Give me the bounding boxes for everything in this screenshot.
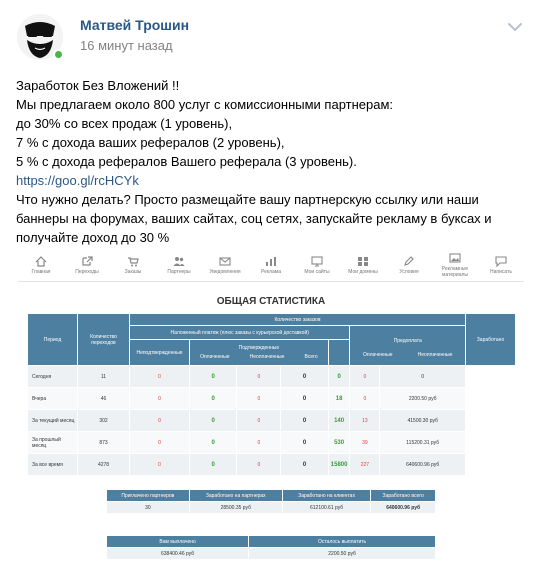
share-icon bbox=[81, 256, 93, 267]
cell-earned: 640600.96 руб bbox=[380, 454, 466, 476]
cell-prepay-paid: 18 bbox=[328, 388, 350, 410]
cell-prepay-unpaid: 227 bbox=[350, 454, 380, 476]
col-transitions: Количество переходов bbox=[78, 314, 130, 366]
cell-prepay-unpaid: 39 bbox=[350, 432, 380, 454]
col-earned-clients: Заработано на клиентах bbox=[282, 490, 371, 502]
payout-table bbox=[106, 535, 436, 560]
stats-title: ОБЩАЯ СТАТИСТИКА bbox=[216, 296, 326, 307]
cell-total: 0 bbox=[281, 410, 328, 432]
cell-total: 0 bbox=[281, 432, 328, 454]
cell-period: За текущий месяц bbox=[28, 410, 78, 432]
cell-earned-total: 640600.96 руб bbox=[371, 502, 436, 514]
col-unpaid: Неоплаченные bbox=[249, 354, 285, 360]
nav-item-transitions[interactable] bbox=[64, 248, 110, 282]
home-icon bbox=[35, 256, 47, 267]
col-orders-count: Количество заказов bbox=[130, 314, 466, 326]
nav-item-orders[interactable] bbox=[110, 248, 156, 282]
stats-table bbox=[27, 313, 516, 476]
nav-item-my-domains[interactable] bbox=[340, 248, 386, 282]
cell-transitions: 873 bbox=[78, 432, 130, 454]
col-earned: Заработано bbox=[466, 314, 516, 366]
cell-prepay-paid: 15800 bbox=[328, 454, 350, 476]
col-invited-partners: Приглачено партнеров bbox=[107, 490, 190, 502]
chevron-down-icon[interactable] bbox=[505, 20, 525, 34]
grid-icon bbox=[357, 256, 369, 267]
cell-unpaid: 0 bbox=[237, 410, 281, 432]
partner-nav bbox=[18, 248, 524, 282]
col-paid-out: Вам выплачено bbox=[107, 536, 249, 548]
cell-prepay-paid: 0 bbox=[328, 366, 350, 388]
cell-prepay-paid: 140 bbox=[328, 410, 350, 432]
cell-prepay-paid: 530 bbox=[328, 432, 350, 454]
post-line: до 30% со всех продаж (1 уровень), bbox=[16, 116, 233, 131]
post-line: 7 % с дохода ваших рефералов (2 уровень), bbox=[16, 135, 285, 150]
table-row bbox=[28, 388, 516, 410]
cart-icon bbox=[127, 256, 139, 267]
cell-paid: 0 bbox=[190, 388, 237, 410]
nav-label: Написать bbox=[490, 268, 512, 275]
col-cod: Наложенный платеж (плюс заказы с курьерской доставкой) bbox=[130, 326, 350, 340]
summary-table bbox=[106, 489, 436, 514]
cell-unpaid: 0 bbox=[237, 366, 281, 388]
nav-label: Условия bbox=[399, 268, 419, 275]
cell-earned: 2200.50 руб bbox=[380, 388, 466, 410]
table-row bbox=[28, 432, 516, 454]
cell-paid: 0 bbox=[190, 410, 237, 432]
post-line: Мы предлагаем около 800 услуг с комиссионными партнерам: bbox=[16, 97, 394, 112]
nav-item-ads[interactable] bbox=[248, 248, 294, 282]
cell-invited-partners: 30 bbox=[107, 502, 190, 514]
post-line: 5 % с дохода рефералов Вашего реферала (3 уровень). bbox=[16, 154, 357, 169]
table-row bbox=[28, 454, 516, 476]
nav-item-ad-materials[interactable] bbox=[432, 248, 478, 282]
post-header bbox=[0, 0, 539, 66]
cell-earned: 115200.31 руб bbox=[380, 432, 466, 454]
cell-prepay-unpaid: 13 bbox=[350, 410, 380, 432]
nav-label: Главная bbox=[31, 268, 51, 275]
cell-paid: 0 bbox=[190, 366, 237, 388]
post-link[interactable]: https://goo.gl/rcHCYk bbox=[16, 173, 139, 188]
col-earned-total: Заработано всего bbox=[371, 490, 436, 502]
cell-unpaid: 0 bbox=[237, 454, 281, 476]
cell-unpaid: 0 bbox=[237, 388, 281, 410]
nav-item-partners[interactable] bbox=[156, 248, 202, 282]
cell-unconfirmed: 0 bbox=[130, 410, 190, 432]
nav-item-write[interactable] bbox=[478, 248, 524, 282]
cell-unconfirmed: 0 bbox=[130, 388, 190, 410]
cell-total: 0 bbox=[281, 366, 328, 388]
table-row bbox=[28, 366, 516, 388]
users-icon bbox=[173, 256, 185, 267]
col-prepay-paid: Оплаченные bbox=[363, 351, 393, 358]
cell-unconfirmed: 0 bbox=[130, 454, 190, 476]
cell-total: 0 bbox=[281, 454, 328, 476]
chart-icon bbox=[265, 256, 277, 267]
cell-transitions: 302 bbox=[78, 410, 130, 432]
post-text bbox=[16, 76, 526, 247]
col-paid: Оплаченные bbox=[200, 354, 230, 360]
cell-prepay-unpaid: 0 bbox=[350, 366, 380, 388]
nav-item-notifications[interactable] bbox=[202, 248, 248, 282]
col-unconfirmed: Неподтвержденные bbox=[130, 340, 190, 366]
col-prepay: Предоплата bbox=[393, 337, 422, 344]
cell-unconfirmed: 0 bbox=[130, 366, 190, 388]
nav-label: Реклама bbox=[260, 268, 282, 275]
attached-image[interactable] bbox=[18, 248, 524, 570]
col-total: Всего bbox=[304, 354, 318, 360]
nav-label: Заказы bbox=[124, 268, 142, 275]
table-row bbox=[28, 410, 516, 432]
table-row bbox=[107, 502, 436, 514]
col-confirmed-group bbox=[190, 340, 329, 366]
cell-earned: 41500.30 руб bbox=[380, 410, 466, 432]
col-remaining: Осталось выплатить bbox=[249, 536, 436, 548]
cell-prepay-unpaid: 0 bbox=[350, 388, 380, 410]
cell-transitions: 46 bbox=[78, 388, 130, 410]
post-line: Заработок Без Вложений !! bbox=[16, 78, 180, 93]
cell-paid: 0 bbox=[190, 432, 237, 454]
monitor-icon bbox=[311, 256, 323, 267]
cell-earned-partners: 28500.35 руб bbox=[189, 502, 282, 514]
cell-earned: 0 bbox=[380, 366, 466, 388]
nav-item-my-sites[interactable] bbox=[294, 248, 340, 282]
nav-label: Рекламные материалы bbox=[441, 265, 469, 278]
cell-earned-clients: 612100.61 руб bbox=[282, 502, 371, 514]
author-name[interactable]: Матвей Трошин bbox=[80, 17, 190, 33]
cell-period: За прошлый месяц bbox=[28, 432, 78, 454]
envelope-icon bbox=[219, 256, 231, 267]
post-time[interactable]: 16 минут назад bbox=[80, 38, 173, 53]
cell-transitions: 4278 bbox=[78, 454, 130, 476]
cell-period: Сегодня bbox=[28, 366, 78, 388]
col-prepay-group bbox=[350, 326, 466, 366]
nav-item-conditions[interactable] bbox=[386, 248, 432, 282]
nav-label: Мои домены bbox=[348, 268, 378, 275]
nav-label: Мои сайты bbox=[304, 268, 330, 275]
post-line: Что нужно делать? Просто размещайте вашу партнерскую ссылку или наши баннеры на форумах, ваших сайтах, соц сетях, запускайте рекламу в буксах и получайте доход до 30 % bbox=[16, 192, 492, 245]
cell-paid-out: 638400.46 руб bbox=[107, 548, 249, 560]
nav-item-home[interactable] bbox=[18, 248, 64, 282]
cell-unconfirmed: 0 bbox=[130, 432, 190, 454]
image-icon bbox=[449, 253, 461, 264]
cell-total: 0 bbox=[281, 388, 328, 410]
cell-period: За все время bbox=[28, 454, 78, 476]
nav-label: Уведомления bbox=[209, 268, 241, 275]
col-period: Период bbox=[28, 314, 78, 366]
cell-period: Вчера bbox=[28, 388, 78, 410]
chat-icon bbox=[495, 256, 507, 267]
cell-unpaid: 0 bbox=[237, 432, 281, 454]
col-earned-partners: Заработано на партнерах bbox=[189, 490, 282, 502]
online-indicator bbox=[53, 49, 64, 60]
nav-label: Переходы bbox=[75, 268, 99, 275]
nav-label: Партнеры bbox=[167, 268, 191, 275]
pencil-icon bbox=[403, 256, 415, 267]
cell-transitions: 11 bbox=[78, 366, 130, 388]
table-row bbox=[107, 548, 436, 560]
col-prepay-unpaid: Неоплаченные bbox=[417, 351, 453, 358]
cell-remaining: 2200.50 руб bbox=[249, 548, 436, 560]
cell-paid: 0 bbox=[190, 454, 237, 476]
col-confirmed: Подтвержденные bbox=[238, 345, 280, 351]
